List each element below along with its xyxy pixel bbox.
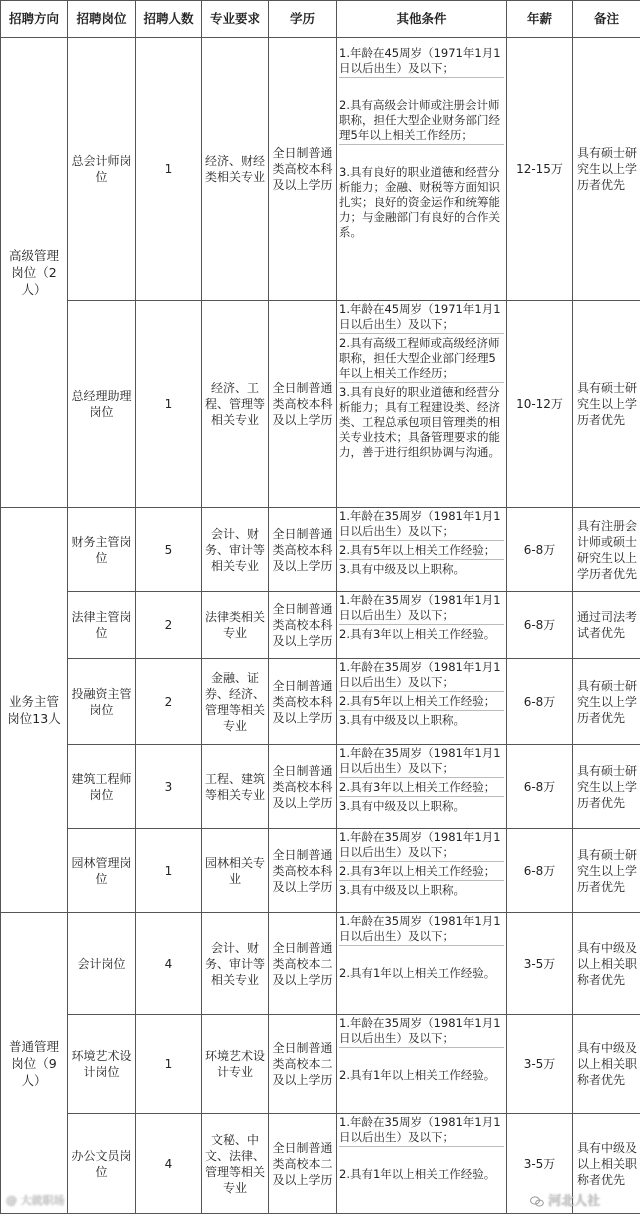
table-row (1, 913, 640, 1015)
major-cell: 环境艺术设计专业 (202, 1015, 269, 1114)
education-cell: 全日制普通类高校本二及以上学历 (269, 1114, 337, 1214)
count-cell: 2 (136, 659, 202, 745)
condition-item: 1.年龄在35周岁（1981年1月1日以后出生）及以下； (339, 660, 504, 692)
conditions-cell (337, 745, 507, 829)
header-direction: 招聘方向 (1, 1, 68, 38)
education-cell: 全日制普通类高校本二及以上学历 (269, 913, 337, 1015)
conditions-cell (337, 38, 507, 301)
condition-item: 1.年龄在35周岁（1981年1月1日以后出生）及以下； (339, 830, 504, 862)
salary-cell: 3-5万 (507, 913, 573, 1015)
conditions-cell (337, 913, 507, 1015)
remark-cell: 具有注册会计师或硕士研究生以上学历者优先 (573, 508, 640, 592)
condition-item: 3.具有中级及以上职称。 (339, 562, 504, 578)
header-remark: 备注 (573, 1, 640, 38)
table-row (1, 1015, 640, 1114)
count-cell: 4 (136, 913, 202, 1015)
condition-item: 1.年龄在35周岁（1981年1月1日以后出生）及以下； (339, 914, 504, 946)
count-cell: 4 (136, 1114, 202, 1214)
major-cell: 金融、证券、经济、管理等相关专业 (202, 659, 269, 745)
header-position: 招聘岗位 (68, 1, 136, 38)
table-row (1, 745, 640, 829)
header-education: 学历 (269, 1, 337, 38)
major-cell: 会计、财务、审计等相关专业 (202, 508, 269, 592)
position-cell: 办公文员岗位 (68, 1114, 136, 1214)
table-row (1, 659, 640, 745)
major-cell: 法律类相关专业 (202, 592, 269, 659)
conditions-cell (337, 508, 507, 592)
watermark-right-text: 河北人社 (548, 1194, 600, 1209)
count-cell: 1 (136, 301, 202, 508)
condition-item: 2.具有1年以上相关工作经验。 (339, 1167, 504, 1183)
salary-cell: 6-8万 (507, 508, 573, 592)
remark-cell: 具有硕士研究生以上学历者优先 (573, 301, 640, 508)
conditions-cell (337, 592, 507, 659)
education-cell: 全日制普通类高校本科及以上学历 (269, 745, 337, 829)
major-cell: 园林相关专业 (202, 829, 269, 913)
category-business-supervisor: 业务主管岗位13人 (1, 508, 68, 913)
category-general-management: 普通管理岗位（9人） (1, 913, 68, 1214)
position-cell: 总会计师岗位 (68, 38, 136, 301)
remark-cell: 具有中级及以上相关职称者优先 (573, 1015, 640, 1114)
salary-cell: 12-15万 (507, 38, 573, 301)
watermark-left: @ 大就职场 (6, 1192, 65, 1208)
condition-item: 2.具有高级工程师或高级经济师职称，担任大型企业部门经理5年以上相关工作经历； (339, 336, 504, 383)
major-cell: 经济、工程、管理等相关专业 (202, 301, 269, 508)
salary-cell: 6-8万 (507, 829, 573, 913)
header-conditions: 其他条件 (337, 1, 507, 38)
position-cell: 法律主管岗位 (68, 592, 136, 659)
table-row (1, 829, 640, 913)
condition-item: 3.具有中级及以上职称。 (339, 799, 504, 815)
salary-cell: 6-8万 (507, 592, 573, 659)
header-row (1, 1, 640, 38)
condition-item: 3.具有中级及以上职称。 (339, 713, 504, 729)
remark-cell: 具有中级及以上相关职称者优先 (573, 913, 640, 1015)
condition-item: 3.具有良好的职业道德和经营分析能力；具有工程建设类、经济类、工程总承包项目管理类的相关专业技术；具备管理要求的能力，善于进行组织协调与沟通。 (339, 385, 504, 461)
condition-item: 1.年龄在35周岁（1981年1月1日以后出生）及以下； (339, 1016, 504, 1048)
education-cell: 全日制普通类高校本科及以上学历 (269, 38, 337, 301)
condition-item: 1.年龄在45周岁（1971年1月1日以后出生）及以下； (339, 46, 504, 78)
header-major: 专业要求 (202, 1, 269, 38)
remark-cell: 具有中级及以上相关职称者优先 (573, 1114, 640, 1214)
table-row (1, 38, 640, 301)
condition-item: 2.具有5年以上相关工作经验； (339, 543, 504, 560)
position-cell: 园林管理岗位 (68, 829, 136, 913)
position-cell: 财务主管岗位 (68, 508, 136, 592)
wechat-icon (530, 1196, 544, 1207)
education-cell: 全日制普通类高校本科及以上学历 (269, 301, 337, 508)
conditions-cell (337, 301, 507, 508)
salary-cell: 3-5万 (507, 1114, 573, 1214)
table-row (1, 301, 640, 508)
position-cell: 总经理助理岗位 (68, 301, 136, 508)
condition-item: 1.年龄在45周岁（1971年1月1日以后出生）及以下； (339, 302, 504, 334)
major-cell: 文秘、中文、法律、管理等相关专业 (202, 1114, 269, 1214)
condition-item: 1.年龄在35周岁（1981年1月1日以后出生）及以下； (339, 746, 504, 778)
major-cell: 会计、财务、审计等相关专业 (202, 913, 269, 1015)
position-cell: 会计岗位 (68, 913, 136, 1015)
education-cell: 全日制普通类高校本科及以上学历 (269, 508, 337, 592)
position-cell: 投融资主管岗位 (68, 659, 136, 745)
condition-item: 2.具有1年以上相关工作经验。 (339, 1068, 504, 1084)
table-row (1, 592, 640, 659)
count-cell: 3 (136, 745, 202, 829)
major-cell: 经济、财经类相关专业 (202, 38, 269, 301)
condition-item: 2.具有高级会计师或注册会计师职称，担任大型企业财务部门经理5年以上相关工作经历； (339, 98, 504, 145)
salary-cell: 3-5万 (507, 1015, 573, 1114)
watermark-right (530, 1190, 600, 1209)
condition-item: 1.年龄在35周岁（1981年1月1日以后出生）及以下； (339, 1115, 504, 1147)
education-cell: 全日制普通类高校本二及以上学历 (269, 1015, 337, 1114)
condition-item: 2.具有3年以上相关工作经验； (339, 864, 504, 881)
education-cell: 全日制普通类高校本科及以上学历 (269, 659, 337, 745)
conditions-cell (337, 659, 507, 745)
position-cell: 环境艺术设计岗位 (68, 1015, 136, 1114)
header-salary: 年薪 (507, 1, 573, 38)
education-cell: 全日制普通类高校本科及以上学历 (269, 592, 337, 659)
count-cell: 5 (136, 508, 202, 592)
table-row (1, 508, 640, 592)
salary-cell: 6-8万 (507, 745, 573, 829)
remark-cell: 具有硕士研究生以上学历者优先 (573, 745, 640, 829)
major-cell: 工程、建筑等相关专业 (202, 745, 269, 829)
count-cell: 1 (136, 38, 202, 301)
category-senior-management: 高级管理岗位（2人） (1, 38, 68, 508)
condition-item: 2.具有1年以上相关工作经验。 (339, 966, 504, 982)
condition-item: 2.具有3年以上相关工作经验。 (339, 627, 504, 643)
remark-cell: 具有硕士研究生以上学历者优先 (573, 659, 640, 745)
condition-item: 1.年龄在35周岁（1981年1月1日以后出生）及以下； (339, 509, 504, 541)
salary-cell: 10-12万 (507, 301, 573, 508)
remark-cell: 具有硕士研究生以上学历者优先 (573, 38, 640, 301)
condition-item: 2.具有3年以上相关工作经验； (339, 780, 504, 797)
remark-cell: 具有硕士研究生以上学历者优先 (573, 829, 640, 913)
header-count: 招聘人数 (136, 1, 202, 38)
conditions-cell (337, 1114, 507, 1214)
remark-cell: 通过司法考试者优先 (573, 592, 640, 659)
conditions-cell (337, 1015, 507, 1114)
condition-item: 3.具有中级及以上职称。 (339, 883, 504, 899)
conditions-cell (337, 829, 507, 913)
education-cell: 全日制普通类高校本科及以上学历 (269, 829, 337, 913)
count-cell: 1 (136, 829, 202, 913)
condition-item: 3.具有良好的职业道德和经营分析能力；金融、财税等方面知识扎实；良好的资金运作和统筹能力；与金融部门有良好的合作关系。 (339, 165, 504, 241)
position-cell: 建筑工程师岗位 (68, 745, 136, 829)
condition-item: 2.具有5年以上相关工作经验； (339, 694, 504, 711)
salary-cell: 6-8万 (507, 659, 573, 745)
count-cell: 2 (136, 592, 202, 659)
count-cell: 1 (136, 1015, 202, 1114)
condition-item: 1.年龄在35周岁（1981年1月1日以后出生）及以下； (339, 593, 504, 625)
